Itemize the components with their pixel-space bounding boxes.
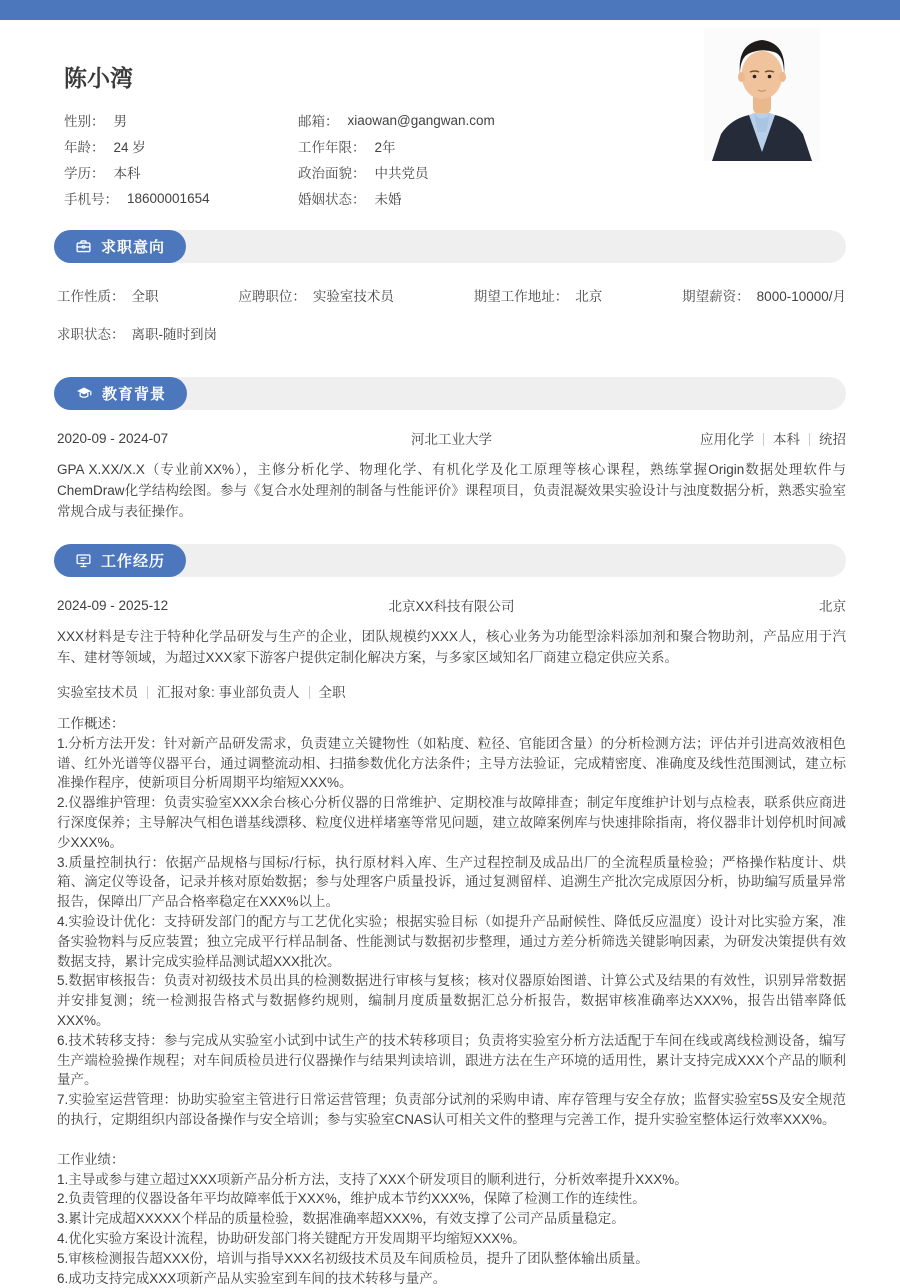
section-title: 求职意向: [101, 239, 166, 256]
section-work-bar: [54, 544, 846, 577]
info-phone: [64, 185, 298, 211]
intent-label: 应聘职位：: [238, 289, 306, 304]
section-job-intention-pill: [54, 230, 186, 263]
divider: [809, 433, 810, 446]
section-work-pill: [54, 544, 186, 577]
work-body: [54, 595, 846, 1288]
work-achievements-heading: 工作业绩：: [57, 1151, 125, 1167]
education-enrollment: 统招: [819, 432, 846, 447]
section-education-bar: [54, 377, 846, 410]
duty-item: 7.实验室运营管理：协助实验室主管进行日常运营管理；负责部分试剂的采购申请、库存管理与安全存放；监督实验室5S及安全规范的执行，定期组织内部设备操作与安全培训；参与实验室CNAS认可相关文件的整理与完善工作，提升实验室整体运行效率XXX%。: [57, 1092, 846, 1127]
info-value: xiaowan@gangwan.com: [347, 112, 495, 128]
intent-location: [474, 285, 603, 305]
intent-value: 离职-随时到岗: [131, 327, 217, 342]
profile-header: [54, 20, 846, 211]
info-value: 18600001654: [127, 190, 210, 206]
briefcase-icon: [75, 238, 92, 255]
info-marital-status: [298, 185, 495, 211]
intent-job-nature: [57, 285, 159, 305]
education-qualifications: [626, 428, 846, 448]
graduation-cap-icon: [75, 385, 93, 402]
info-political-status: [298, 159, 495, 185]
monitor-icon: [75, 552, 92, 569]
info-gender: [64, 107, 298, 133]
intent-salary: [682, 285, 846, 305]
section-job-intention-bar: [54, 230, 846, 263]
intent-label: 工作性质：: [57, 289, 125, 304]
divider: [763, 433, 764, 446]
intent-value: 8000-10000/月: [756, 289, 846, 304]
info-label: 政治面貌：: [298, 166, 366, 181]
section-title: 工作经历: [101, 553, 166, 570]
profile-info-left: [64, 107, 298, 211]
work-entry-row: [57, 595, 846, 615]
job-intention-row: [57, 285, 846, 305]
achievement-item: 3.累计完成超XXXXX个样品的质量检验，数据准确率超XXX%，有效支撑了公司产品质量稳定。: [57, 1211, 625, 1227]
info-label: 年龄：: [64, 140, 105, 155]
intent-position: [238, 285, 394, 305]
education-major: 应用化学: [700, 432, 754, 447]
intent-label: 期望工作地址：: [473, 289, 569, 304]
duty-item: 1.分析方法开发：针对新产品研发需求，负责建立关键物性（如粘度、粒径、官能团含量）的分析检测方法；评估并引进高效液相色谱、红外光谱等仪器平台，通过调整流动相、扫描参数优化方法条件；主导方法验证，完成精密度、准确度及线性范围测试，建立标准操作程序，使新项目分析周期平均缩短XXX%。: [57, 735, 846, 791]
info-value: 本科: [113, 166, 141, 181]
section-title: 教育背景: [102, 386, 167, 403]
intent-value: 北京: [575, 289, 603, 304]
candidate-name: 陈小湾: [64, 65, 133, 91]
work-description: [57, 714, 846, 1288]
intent-value: 实验室技术员: [312, 289, 394, 304]
work-overview-heading: 工作概述：: [57, 716, 125, 731]
achievement-item: 5.审核检测报告超XXX份，培训与指导XXX名初级技术员及车间质检员，提升了团队整体输出质量。: [57, 1250, 649, 1266]
info-value: 2年: [374, 140, 396, 155]
duty-item: 2.仪器维护管理：负责实验室XXX余台核心分析仪器的日常维护、定期校准与故障排查；制定年度维护计划与点检表，联系供应商进行深度保养；主导解决气相色谱基线漂移、粒度仪进样堵塞等常见问题，建立故障案例库与快速排除指南，将仪器非计划停机时间减少XXX%。: [57, 795, 846, 850]
resume-page: [54, 20, 846, 1288]
duty-item: 5.数据审核报告：负责对初级技术员出具的检测数据进行审核与复核；核对仪器原始图谱、计算公式及结果的有效性，识别异常数据并安排复测；统一检测报告格式与数据修约规则，编制月度质量数据汇总分析报告，数据审核准确率达XXX%，报告出错率降低XXX%。: [57, 973, 846, 1028]
education-entry-row: [57, 428, 846, 448]
education-period: 2020-09 - 2024-07: [57, 430, 169, 446]
duty-item: 3.质量控制执行：依据产品规格与国标/行标，执行原材料入库、生产过程控制及成品出厂的全流程质量检验；严格操作粘度计、烘箱、滴定仪等设备，记录并核对原始数据；参与处理客户质量投诉，通过复测留样、追溯生产批次完成原因分析，协助编写质量异常报告，保障出厂产品合格率稳定在XXX%以上。: [57, 854, 846, 910]
intent-label: 求职状态：: [57, 327, 125, 342]
info-label: 性别：: [64, 114, 105, 129]
work-role-row: [57, 681, 846, 701]
info-label: 邮箱：: [298, 114, 339, 129]
duty-item: 6.技术转移支持：参与完成从实验室小试到中试生产的技术转移项目；负责将实验室分析方法适配于车间在线或离线检测设备，编写生产端检验操作规程；对车间质检员进行仪器操作与结果判读培训，跟进方法在生产环境的适用性，累计支持完成XXX个产品的顺利量产。: [57, 1032, 846, 1088]
duty-item: 4.实验设计优化：支持研发部门的配方与工艺优化实验；根据实验目标（如提升产品耐候性、降低反应温度）设计对比实验方案，准备实验物料与反应装置；独立完成平行样品制备、性能测试与数据初步整理，通过方差分析筛选关键影响因素，为研发决策提供有效数据支持，累计完成实验样品测试超XXX批次。: [57, 913, 846, 969]
profile-photo-illustration: [704, 28, 820, 161]
intent-value: 全职: [131, 289, 159, 304]
education-degree: 本科: [773, 432, 800, 447]
education-school: 河北工业大学: [411, 432, 492, 447]
company-intro: XXX材料是专注于特种化学品研发与生产的企业，团队规模约XXX人，核心业务为功能型涂料添加剂和聚合物助剂，产品应用于汽车、建材等领域，为超过XXX家下游客户提供定制化解决方案，与多家区域知名厂商建立稳定供应关系。: [57, 629, 846, 665]
profile-photo: [704, 28, 820, 161]
education-body: [54, 428, 846, 522]
achievement-item: 6.成功支持完成XXX项新产品从实验室到车间的技术转移与量产。: [57, 1270, 447, 1286]
info-work-years: [298, 133, 495, 159]
intent-status: [57, 323, 846, 343]
top-accent-bar: [0, 0, 900, 20]
divider: [147, 686, 148, 699]
info-label: 婚姻状态：: [298, 192, 366, 207]
work-report-to: 汇报对象: 事业部负责人: [157, 685, 300, 700]
work-role: 实验室技术员: [57, 685, 138, 700]
job-intention-body: [54, 285, 846, 343]
achievement-item: 1.主导或参与建立超过XXX项新产品分析方法，支持了XXX个研发项目的顺利进行，分析效率提升XXX%。: [57, 1171, 688, 1187]
info-value: 24 岁: [113, 140, 146, 155]
work-job-type: 全职: [318, 685, 346, 700]
achievement-item: 4.优化实验方案设计流程，协助研发部门将关键配方开发周期平均缩短XXX%。: [57, 1230, 526, 1246]
info-email: [298, 107, 495, 133]
work-location: 北京: [819, 599, 846, 614]
info-label: 手机号：: [64, 192, 118, 207]
section-education-pill: [54, 377, 187, 410]
education-description: GPA X.XX/X.X（专业前XX%），主修分析化学、物理化学、有机化学及化工原理等核心课程，熟练掌握Origin数据处理软件与ChemDraw化学结构绘图。参与《复合水处理剂的制备与性能评价》课程项目，负责混凝效果实验设计与浊度数据分析，熟悉实验室常规合成与表征操作。: [57, 462, 846, 519]
info-value: 未婚: [374, 192, 402, 207]
work-period: 2024-09 - 2025-12: [57, 597, 169, 613]
info-label: 工作年限：: [298, 140, 366, 155]
info-value: 男: [113, 114, 127, 129]
info-label: 学历：: [64, 166, 105, 181]
intent-label: 期望薪资：: [682, 289, 750, 304]
divider: [309, 686, 310, 699]
profile-info-right: [298, 107, 495, 211]
achievement-item: 2.负责管理的仪器设备年平均故障率低于XXX%，维护成本节约XXX%，保障了检测工作的连续性。: [57, 1191, 646, 1207]
info-age: [64, 133, 298, 159]
info-value: 中共党员: [374, 166, 429, 181]
work-company: 北京XX科技有限公司: [388, 599, 515, 614]
info-education: [64, 159, 298, 185]
